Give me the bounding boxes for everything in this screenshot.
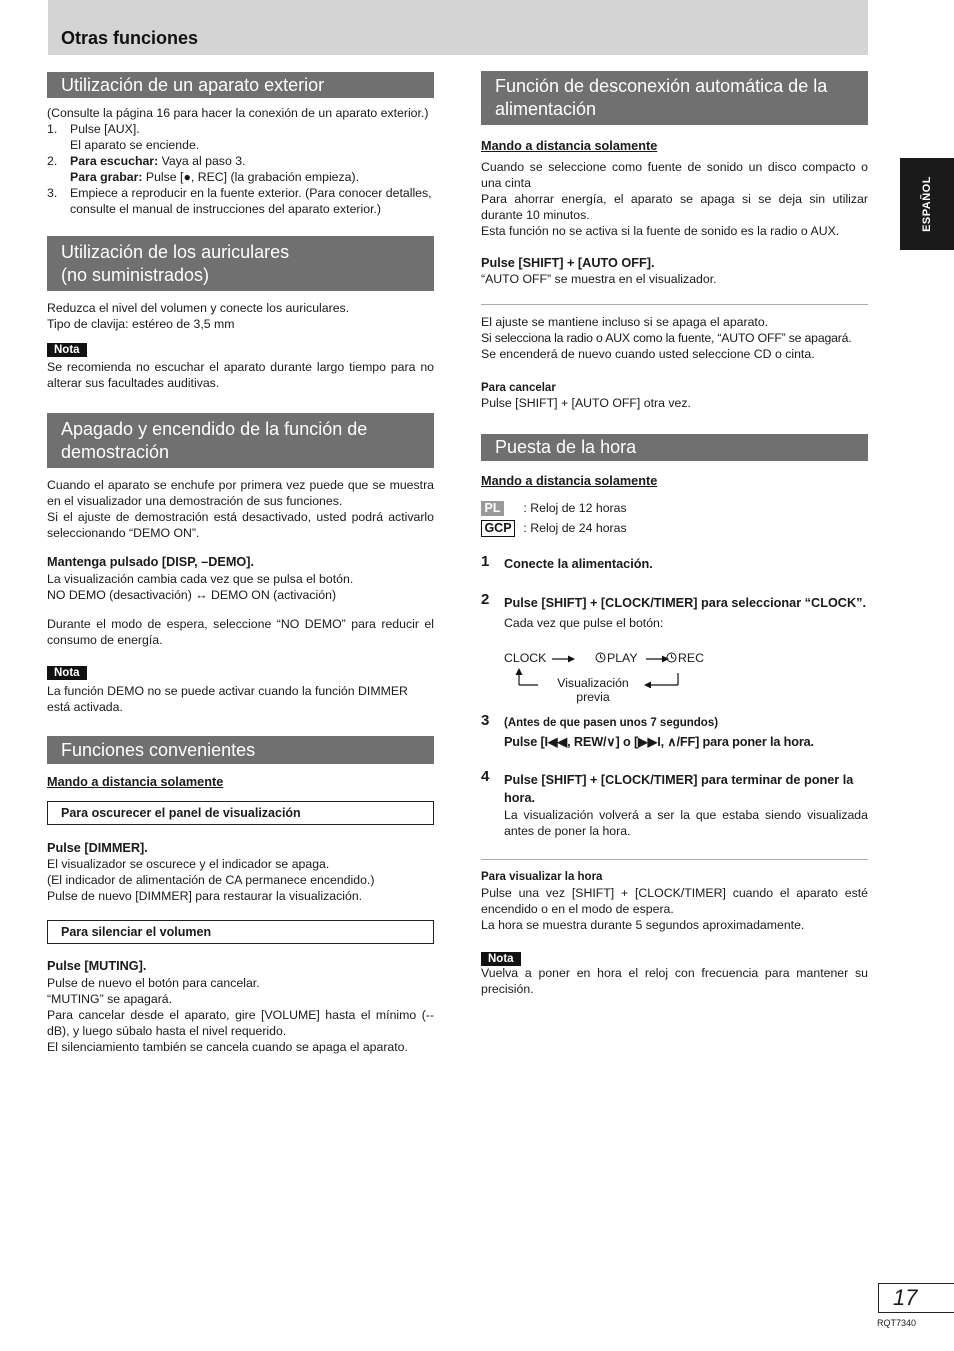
gcp-badge: GCP bbox=[481, 520, 515, 537]
pl-badge: PL bbox=[481, 501, 504, 516]
section-header-external: Utilización de un aparato exterior bbox=[47, 72, 434, 98]
subsection-box-dimmer: Para oscurecer el panel de visualización bbox=[47, 801, 434, 825]
section-header-demo: Apagado y encendido de la función de demostración bbox=[47, 413, 434, 468]
page-title: Otras funciones bbox=[61, 28, 199, 48]
note-text: Se recomienda no escuchar el aparato durante largo tiempo para no alterar sus facultades auditivas. bbox=[47, 360, 434, 390]
list-item: 1. Pulse [AUX]. El aparato se enciende. bbox=[47, 122, 200, 152]
page-number-box bbox=[878, 1283, 954, 1313]
section-header-auto-off: Función de desconexión automática de la alimentación bbox=[481, 71, 868, 125]
subsection-box-muting: Para silenciar el volumen bbox=[47, 920, 434, 944]
demo-action: Mantenga pulsado [DISP, –DEMO]. bbox=[47, 555, 255, 569]
section-header-headphones: Utilización de los auriculares (no suministrados) bbox=[47, 236, 434, 291]
remote-only-label: Mando a distancia solamente bbox=[47, 775, 224, 789]
note-badge: Nota bbox=[47, 343, 87, 357]
divider bbox=[481, 859, 868, 860]
document-code: RQT7340 bbox=[877, 1318, 917, 1328]
remote-only-label: Mando a distancia solamente bbox=[481, 139, 658, 153]
list-item: 2. Para escuchar: Vaya al paso 3. Para grabar: Pulse [●, REC] (la grabación empieza). bbox=[47, 154, 360, 184]
arrow-right-icon bbox=[552, 654, 576, 664]
header-bar bbox=[48, 0, 868, 55]
clock-sequence-diagram: CLOCK PLAY REC Visualización previa bbox=[504, 651, 704, 704]
note-badge: Nota bbox=[47, 666, 87, 680]
demo-body: Cuando el aparato se enchufe por primera vez puede que se muestra en el visualizador una demostración de sus funciones. Si el ajuste de demostración está desactivado, usted podrá activarlo seleccionando “DEMO ON”. bbox=[47, 478, 434, 540]
page-number: 17 bbox=[893, 1285, 918, 1310]
note-badge: Nota bbox=[481, 952, 521, 966]
timer-icon bbox=[666, 652, 677, 663]
external-device-body: (Consulte la página 16 para hacer la conexión de un aparato exterior.) 1. Pulse [AUX]. El aparato se enciende. 2. Para escuchar: Vaya al paso 3. Para grabar: Pulse [●, REC] (la grabación empieza). 3. Empiece a reproducir en la fuente exterior. (Para conocer detalles, consulte el manual de instrucciones del aparato exterior.) bbox=[47, 105, 434, 217]
section-header-convenient: Funciones convenientes bbox=[47, 736, 434, 764]
section-header-clock: Puesta de la hora bbox=[481, 434, 868, 461]
step-1: 1 Conecte la alimentación. bbox=[481, 553, 653, 571]
step-2: 2 Pulse [SHIFT] + [CLOCK/TIMER] para seleccionar “CLOCK”. Cada vez que pulse el botón: bbox=[481, 591, 867, 630]
language-tab bbox=[900, 158, 954, 250]
step-3: 3 (Antes de que pasen unos 7 segundos) Pulse [I◀◀, REW/∨] o [▶▶I, ∧/FF] para poner la hora. bbox=[481, 712, 814, 749]
step-4: 4 Pulse [SHIFT] + [CLOCK/TIMER] para terminar de poner la hora. La visualización volverá a ser la que estaba siendo visualizada antes de poner la hora. bbox=[481, 768, 868, 838]
note-text: La función DEMO no se puede activar cuando la función DIMMER está activada. bbox=[47, 684, 408, 714]
headphones-body: Reduzca el nivel del volumen y conecte los auriculares. Tipo de clavija: estéreo de 3,5 mm bbox=[47, 301, 350, 331]
list-item: 3. Empiece a reproducir en la fuente exterior. (Para conocer detalles, consulte el manual de instrucciones del aparato exterior.) bbox=[47, 186, 432, 216]
remote-only-label: Mando a distancia solamente bbox=[481, 474, 658, 488]
timer-icon bbox=[595, 652, 606, 663]
note-text: Vuelva a poner en hora el reloj con frecuencia para mantener su precisión. bbox=[481, 966, 868, 996]
divider bbox=[481, 304, 868, 305]
language-label: ESPAÑOL bbox=[921, 176, 933, 232]
